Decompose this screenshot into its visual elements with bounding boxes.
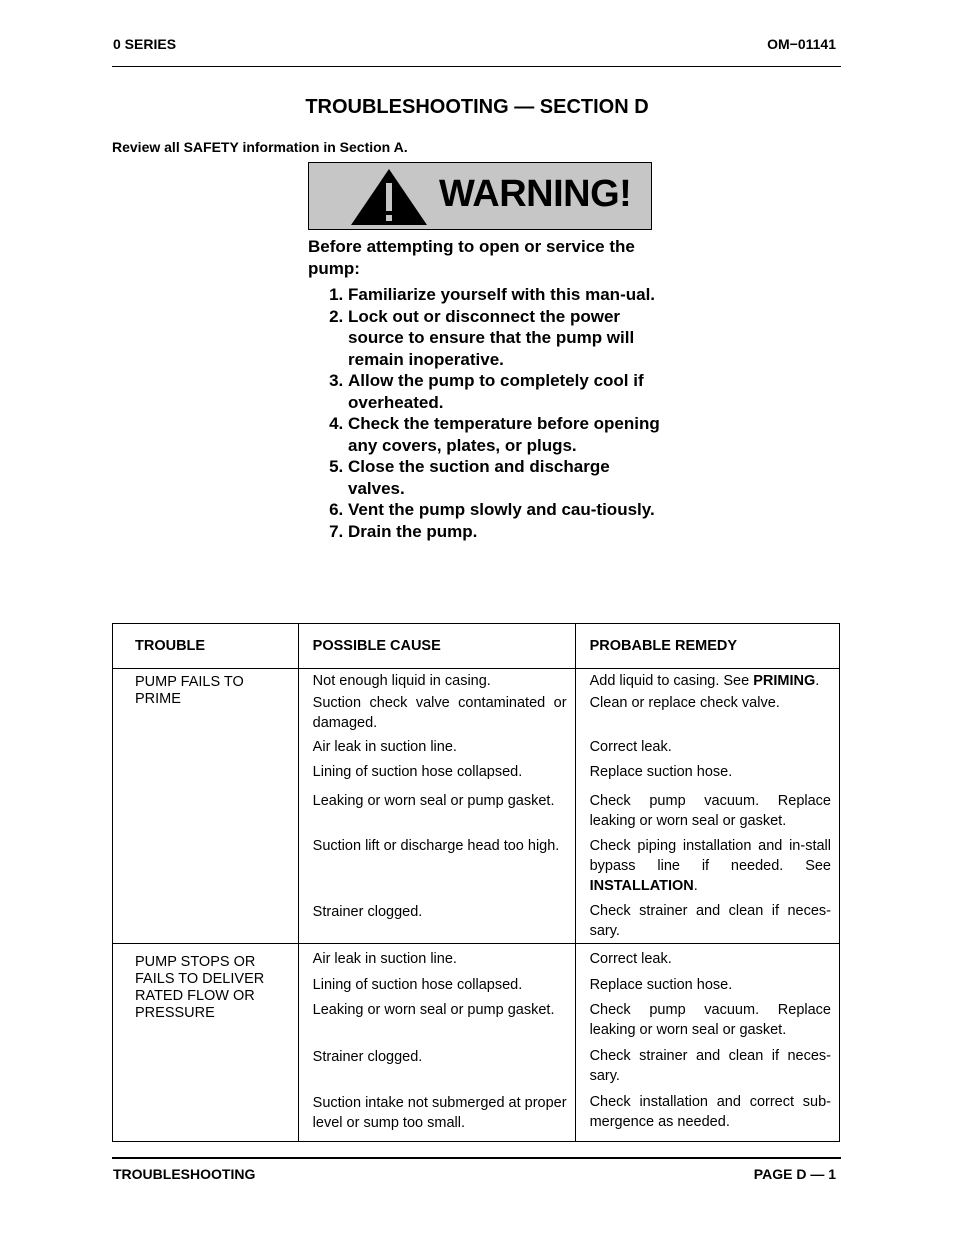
remedy-item: Clean or replace check valve.: [589, 695, 780, 711]
remedy-item: Check pump vacuum. Replace leaking or worn seal or gasket.: [589, 793, 831, 829]
table-row: [113, 944, 840, 1142]
header-rule: [112, 66, 841, 67]
warning-intro: Before attempting to open or service the pump:: [308, 237, 635, 278]
remedy-item: Replace suction hose.: [589, 764, 733, 780]
cause-item: Air leak in suction line.: [312, 951, 457, 967]
cause-cell: [298, 944, 575, 1142]
review-note: Review all SAFETY information in Section A.: [112, 139, 408, 155]
remedy-item: Correct leak.: [589, 951, 672, 967]
warning-text: [308, 236, 668, 542]
warning-step: 7. Drain the pump.: [348, 521, 668, 543]
cause-item: Suction intake not submerged at proper level or sump too small.: [312, 1095, 567, 1131]
cause-item: Suction check valve contaminated or damaged.: [312, 695, 567, 731]
trouble-cell: PUMP FAILS TO PRIME: [113, 669, 299, 944]
cause-item: Leaking or worn seal or pump gasket.: [312, 793, 555, 809]
footer-rule: [112, 1157, 841, 1159]
cause-cell: [298, 669, 575, 944]
warning-step: 3. Allow the pump to completely cool if overheated.: [348, 370, 668, 413]
header-doc-number: OM−01141: [767, 36, 836, 52]
cause-item: Lining of suction hose collapsed.: [312, 977, 523, 993]
trouble-cell: PUMP STOPS OR FAILS TO DELIVER RATED FLOW OR PRESSURE: [113, 944, 299, 1142]
remedy-cell: [575, 944, 839, 1142]
warning-step: 4. Check the temperature before opening any covers, plates, or plugs.: [348, 413, 668, 456]
remedy-item: Correct leak.: [589, 739, 672, 755]
page-title: TROUBLESHOOTING — SECTION D: [305, 96, 649, 118]
remedy-item: Check strainer and clean if neces-sary.: [589, 1048, 831, 1084]
warning-triangle-icon: [349, 167, 429, 227]
remedy-item: Add liquid to casing. See PRIMING.: [589, 673, 820, 689]
remedy-item: Check pump vacuum. Replace leaking or worn seal or gasket.: [589, 1002, 831, 1038]
remedy-item: Check strainer and clean if neces-sary.: [589, 903, 831, 939]
cause-item: Air leak in suction line.: [312, 739, 457, 755]
cause-item: Not enough liquid in casing.: [312, 673, 491, 689]
cause-item: Leaking or worn seal or pump gasket.: [312, 1002, 555, 1018]
remedy-item: Replace suction hose.: [589, 977, 733, 993]
remedy-cell: [575, 669, 839, 944]
header-series: 0 SERIES: [113, 36, 177, 52]
warning-step: 5. Close the suction and discharge valves.: [348, 456, 668, 499]
table-header-row: [113, 624, 840, 669]
warning-step: 6. Vent the pump slowly and cau-tiously.: [348, 499, 668, 521]
footer-page-number: PAGE D — 1: [753, 1166, 836, 1182]
column-header-remedy: PROBABLE REMEDY: [575, 624, 839, 669]
cause-item: Suction lift or discharge head too high.: [312, 838, 560, 854]
remedy-item: Check installation and correct sub-mergence as needed.: [589, 1094, 831, 1130]
column-header-cause: POSSIBLE CAUSE: [298, 624, 575, 669]
cause-item: Strainer clogged.: [312, 1049, 423, 1065]
warning-steps: [308, 284, 668, 542]
cause-item: Strainer clogged.: [312, 904, 423, 920]
column-header-trouble: TROUBLE: [113, 624, 299, 669]
warning-banner: [308, 162, 652, 230]
warning-label: WARNING!: [439, 173, 632, 215]
cause-item: Lining of suction hose collapsed.: [312, 764, 523, 780]
remedy-item: Check piping installation and in-stall bypass line if needed. See INSTALLATION.: [589, 838, 831, 894]
footer-section: TROUBLESHOOTING: [113, 1166, 256, 1182]
warning-step: 1. Familiarize yourself with this man-ual.: [348, 284, 668, 306]
troubleshooting-table: [112, 623, 840, 1142]
warning-step: 2. Lock out or disconnect the power source to ensure that the pump will remain inoperative.: [348, 306, 668, 371]
table-row: [113, 669, 840, 944]
